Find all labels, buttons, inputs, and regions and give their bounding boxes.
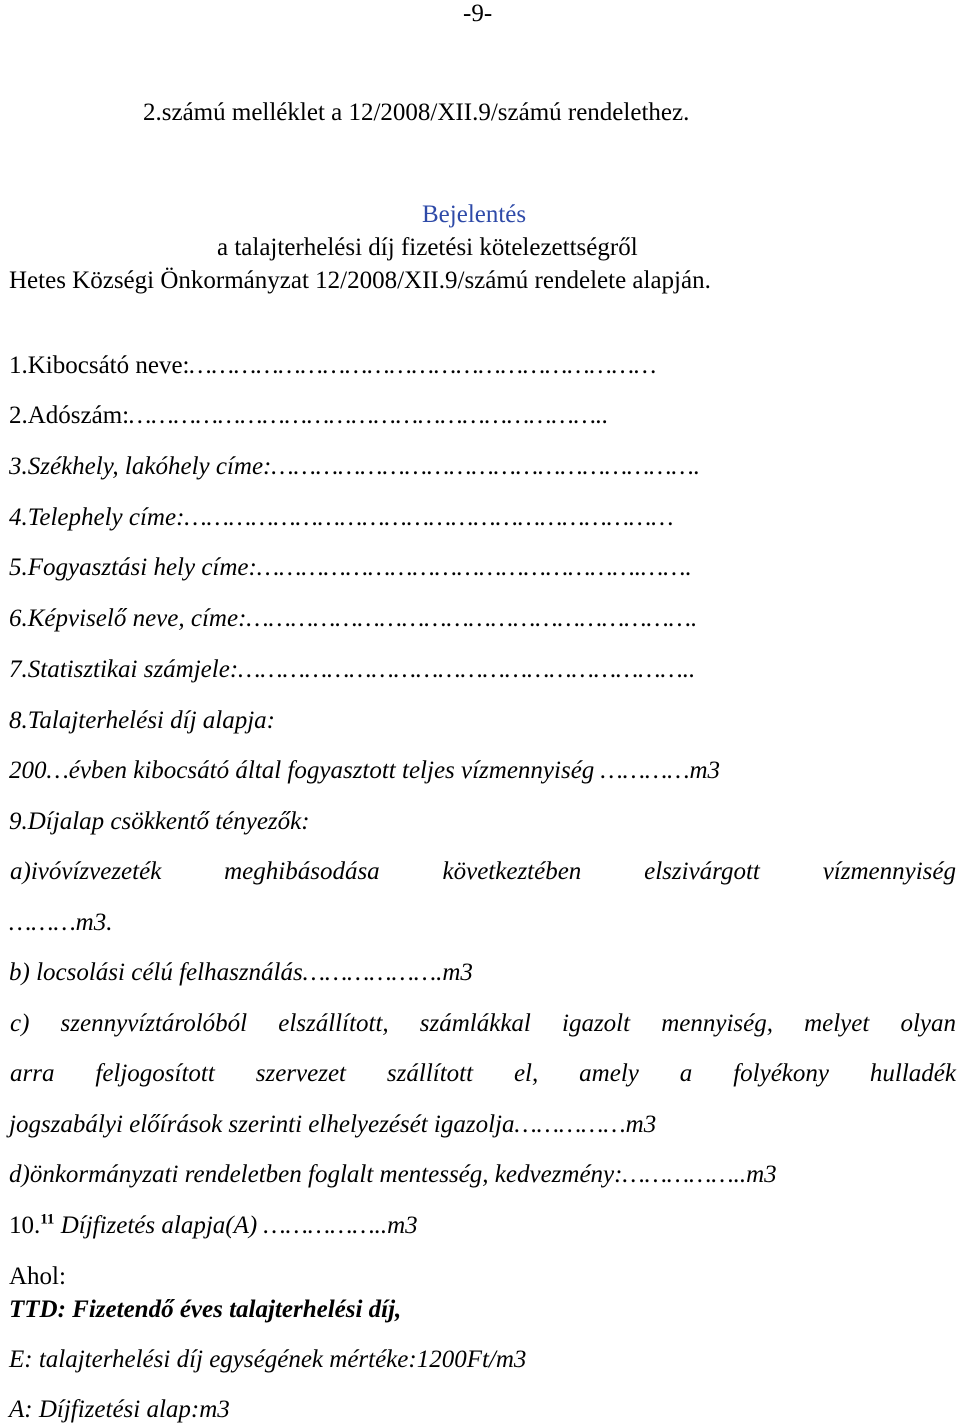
field-tax-number — [9, 400, 608, 432]
fill-in-dots: …………………………………………….……. — [256, 554, 692, 581]
field-site-address — [9, 502, 673, 534]
field-fee-base: 8.Talajterhelési díj alapja: — [9, 707, 275, 734]
field-emitter-name — [9, 350, 656, 382]
field-label: 3.Székhely, lakóhely címe: — [9, 453, 272, 480]
legend-where: Ahol: — [9, 1263, 66, 1290]
reduction-a-continued: ………m3. — [9, 909, 113, 936]
annex-title: 2.számú melléklet a 12/2008/XII.9/számú rendelethez. — [143, 99, 690, 126]
footnote-marker: 11 — [40, 1211, 55, 1228]
item-10-text: Díjfizetés alapja(A) ……………..m3 — [54, 1212, 418, 1239]
fill-in-dots: ………………………………………………………… — [184, 504, 674, 531]
fill-in-dots: ……………………………………………………….. — [129, 402, 609, 429]
field-representative — [9, 603, 697, 635]
field-consumption-address — [9, 552, 692, 584]
fill-in-dots: ……………………………………………………… — [189, 352, 657, 379]
item-10 — [9, 1210, 418, 1242]
legend-a: A: Díjfizetési alap:m3 — [9, 1396, 230, 1423]
reduction-title: 9.Díjalap csökkentő tényezők: — [9, 808, 310, 835]
water-consumption-line: 200…évben kibocsátó által fogyasztott teljes vízmennyiség …………m3 — [9, 757, 721, 784]
field-label: 6.Képviselő neve, címe: — [9, 605, 247, 632]
field-label: 2.Adószám: — [9, 402, 130, 429]
reduction-b: b) locsolási célú felhasználás……………….m3 — [9, 959, 473, 986]
field-statistical-code — [9, 654, 695, 686]
field-address — [9, 451, 700, 483]
reduction-a: a)ivóvízvezeték meghibásodása következtében elszivárgott vízmennyiség — [10, 858, 956, 885]
field-label: 7.Statisztikai számjele: — [9, 656, 239, 683]
fill-in-dots: …………………………………………………. — [271, 453, 700, 480]
field-label: 1.Kibocsátó neve: — [9, 352, 190, 379]
legend-ttd: TTD: Fizetendő éves talajterhelési díj, — [9, 1296, 402, 1323]
heading-subtitle: a talajterhelési díj fizetési kötelezettségről — [217, 234, 638, 261]
field-label: 4.Telephely címe: — [9, 504, 185, 531]
heading-regulation: Hetes Községi Önkormányzat 12/2008/XII.9/számú rendelete alapján. — [9, 267, 711, 294]
heading-title: Bejelentés — [422, 201, 527, 228]
reduction-c-line1: c) szennyvíztárolóból elszállított, számlákkal igazolt mennyiség, melyet olyan — [10, 1010, 956, 1037]
legend-e: E: talajterhelési díj egységének mértéke:1200Ft/m3 — [9, 1346, 527, 1373]
reduction-c-line2: arra feljogosított szervezet szállított el, amely a folyékony hulladék — [10, 1060, 956, 1087]
field-label: 5.Fogyasztási hely címe: — [9, 554, 257, 581]
fill-in-dots: …………………………………………………….. — [238, 656, 696, 683]
reduction-d: d)önkormányzati rendeletben foglalt mentesség, kedvezmény:……………..m3 — [9, 1161, 777, 1188]
reduction-c-line3: jogszabályi előírások szerinti elhelyezését igazolja……………m3 — [9, 1111, 657, 1138]
fill-in-dots: ……………………………………………………. — [246, 605, 698, 632]
item-10-number: 10. — [9, 1212, 41, 1239]
page-number: -9- — [463, 0, 493, 27]
